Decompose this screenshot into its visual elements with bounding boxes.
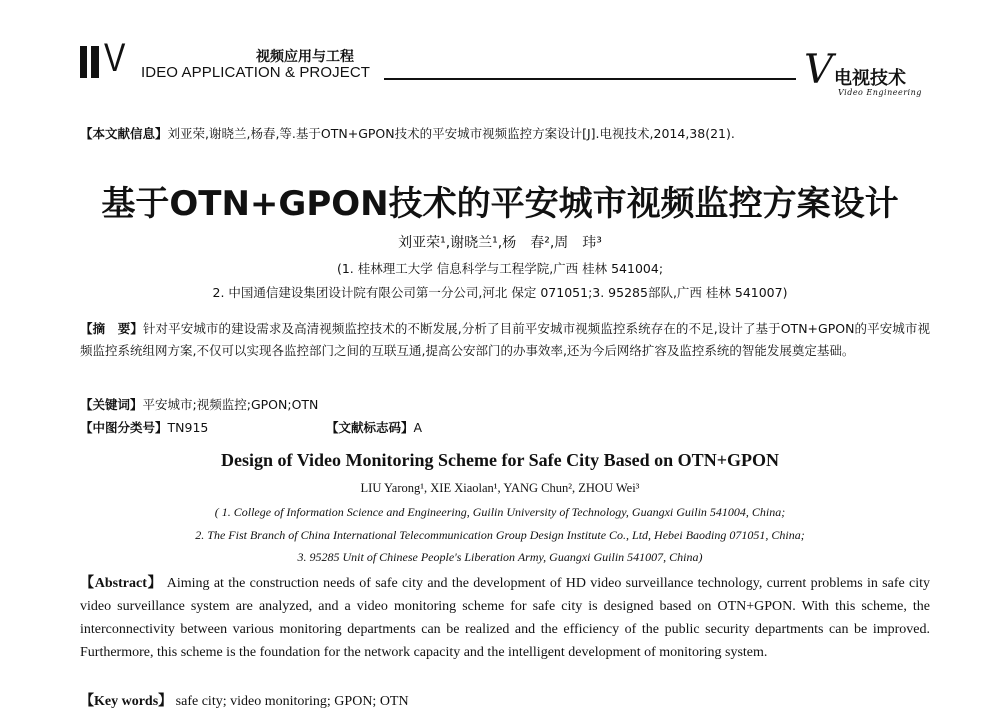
logo-cn-text: 电视技术 (834, 68, 906, 89)
abstract-en (80, 572, 930, 664)
abstract-cn-label: 【摘 要】 (80, 321, 143, 336)
affiliation-en-line-1: ( 1. College of Information Science and Engineering, Guilin University of Technology, Guangxi Guilin 541004, China; (214, 505, 786, 519)
header-section-en: IDEO APPLICATION & PROJECT (141, 64, 371, 81)
doc-code-value: A (413, 420, 423, 435)
abstract-en-label: 【Abstract】 (80, 576, 163, 591)
logo-v-mark: 𝑉 (804, 47, 833, 93)
document-code (326, 418, 422, 436)
header-section-cn: 视频应用与工程 (256, 49, 354, 65)
abstract-en-text: Aiming at the construction needs of safe city and the development of HD video surveillance technology, current problems in safe city video surveillance system are analyzed, and a video monitoring scheme for safe city is designed based on OTN+GPON. With this scheme, the interconnectivity between various monitoring departments can be realized and the efficiency of the public security departments can be improved. Furthermore, this scheme is the foundation for the network capacity and the intelligent development of monitoring system. (80, 576, 930, 660)
citation-line (80, 124, 735, 142)
affiliation-en-line-3: 3. 95285 Unit of Chinese People's Liberation Army, Guangxi Guilin 541007, China) (297, 550, 703, 564)
keywords-en-label: 【Key words】 (80, 694, 173, 709)
affiliation-cn-line-1: (1. 桂林理工大学 信息科学与工程学院,广西 桂林 541004; (336, 261, 664, 276)
abstract-cn (80, 318, 930, 362)
affiliation-cn-line-2: 2. 中国通信建设集团设计院有限公司第一分公司,河北 保定 071051;3. 95285部队,广西 桂林 541007) (212, 285, 788, 300)
keywords-cn-label: 【关键词】 (80, 397, 143, 412)
journal-logo (804, 47, 934, 97)
doc-code-label: 【文献标志码】 (326, 420, 414, 435)
keywords-cn (80, 395, 318, 413)
authors-cn: 刘亚荣¹,谢晓兰¹,杨 春²,周 玮³ (398, 235, 602, 251)
keywords-en-text: safe city; video monitoring; GPON; OTN (175, 694, 409, 709)
citation-label: 【本文献信息】 (80, 126, 168, 141)
keywords-en (80, 690, 409, 710)
header-bar-mark (91, 46, 99, 78)
citation-text: 刘亚荣,谢晓兰,杨春,等.基于OTN+GPON技术的平安城市视频监控方案设计[J].电视技术,2014,38(21). (167, 126, 735, 141)
header-section-letter: V (104, 36, 126, 80)
abstract-cn-text: 针对平安城市的建设需求及高清视频监控技术的不断发展,分析了目前平安城市视频监控系统存在的不足,设计了基于OTN+GPON的平安城市视频监控系统组网方案,不仅可以实现各监控部门之间的互联互通,提高公安部门的办事效率,还为今后网络扩容及监控系统的智能发展奠定基础。 (80, 321, 930, 358)
classification-value: TN915 (167, 420, 209, 435)
classification-number (80, 418, 208, 436)
header-rule (384, 78, 796, 80)
classification-label: 【中图分类号】 (80, 420, 168, 435)
keywords-cn-text: 平安城市;视频监控;GPON;OTN (142, 397, 319, 412)
header-bar-mark (80, 46, 87, 78)
affiliation-en-line-2: 2. The Fist Branch of China International Telecommunication Group Design Institute Co., Ltd, Hebei Baoding 071051, China; (195, 528, 805, 542)
paper-title-en: Design of Video Monitoring Scheme for Safe City Based on OTN+GPON (221, 450, 779, 470)
paper-title-cn: 基于OTN+GPON技术的平安城市视频监控方案设计 (101, 184, 899, 224)
logo-en-text: Video Engineering (838, 88, 922, 97)
authors-en: LIU Yarong¹, XIE Xiaolan¹, YANG Chun², ZHOU Wei³ (360, 481, 640, 495)
